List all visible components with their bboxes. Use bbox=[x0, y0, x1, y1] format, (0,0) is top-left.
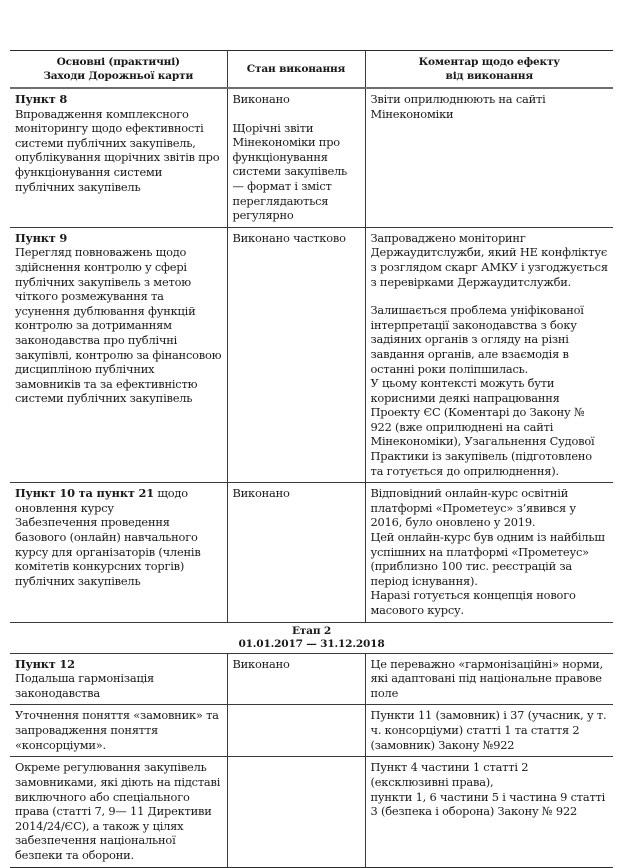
item-description: Впровадження комплексного моніторингу щодо ефективності системи публічних закупівель, опублікування щорічних звітів про функціонування системи публічних закупівель bbox=[15, 106, 220, 194]
status-cell bbox=[227, 88, 365, 227]
stage-label: Етап 2 bbox=[291, 624, 332, 637]
status-note: Щорічні звіти Мінекономіки про функціонування системи закупівель — формат і зміст переглядаються регулярно bbox=[232, 120, 348, 223]
comment-paragraph: Запроваджено моніторинг Держаудитслужби, який НЕ конфліктує з розглядом скарг АМКУ і узгоджується з перевірками Держаудитслужби. bbox=[370, 230, 608, 289]
roadmap-table bbox=[10, 50, 613, 868]
status-cell bbox=[227, 705, 365, 757]
status-cell bbox=[227, 653, 365, 705]
comment-paragraph: У цьому контексті можуть бути корисними деякі напрацювання Проекту ЄС (Коментарі до Закону № 922 (вже оприлюднені на сайті Мінекономіки), Узагальнення Судової Практики із закупівель (підготовлено та готується до оприлюднення). bbox=[370, 376, 595, 478]
status-cell bbox=[227, 227, 365, 483]
status-cell bbox=[227, 483, 365, 622]
item-title-suffix: щодо оновлення курсу bbox=[15, 486, 188, 515]
comment-paragraph: Залишається проблема уніфікованої інтерпретації законодавства з боку задіяних органів з огляду на різні завдання органів, але взаємодія в останні роки поліпшилась. bbox=[370, 303, 584, 376]
item-description: Перегляд повноважень щодо здійснення контролю у сфері публічних закупівель з метою чіткого розмежування та усунення дублювання функцій контролю за дотриманням законодавства про публічні закупівлі, контролю за фінансовою дисципліною публічних замовників та за ефективністю системи публічних закупівель bbox=[15, 245, 222, 406]
table-row bbox=[10, 757, 613, 867]
table-row bbox=[10, 227, 613, 483]
item-title: Пункт 9 bbox=[15, 230, 68, 245]
measure-cell bbox=[10, 705, 227, 757]
comment-cell bbox=[365, 483, 613, 622]
header-status: Стан виконання bbox=[227, 51, 365, 89]
comment-text: Це переважно «гармонізаційні» норми, які адаптовані під національне правове поле bbox=[370, 656, 603, 700]
status-text: Виконано bbox=[232, 92, 290, 106]
comment-cell bbox=[365, 705, 613, 757]
header-measures: Основні (практичні) Заходи Дорожньої карти bbox=[10, 51, 227, 89]
item-title: Пункт 12 bbox=[15, 656, 75, 671]
comment-paragraph: Цей онлайн-курс був одним із найбільш успішних на платформі «Прометеус» (приблизно 100 тис. реєстрацій за період існування). bbox=[370, 530, 605, 588]
table-row bbox=[10, 483, 613, 622]
comment-cell bbox=[365, 653, 613, 705]
stage-header-row bbox=[10, 622, 613, 653]
status-text: Виконано bbox=[232, 486, 290, 501]
status-text: Виконано частково bbox=[232, 230, 346, 245]
item-title: Пункт 10 та пункт 21 bbox=[15, 486, 154, 501]
item-description: Окреме регулювання закупівель замовниками, які діють на підставі виключного або спеціального права (статті 7, 9— 11 Директиви 2014/24/ЄС), а також у цілях забезпечення національної безпеки та оборони. bbox=[15, 760, 221, 862]
comment-paragraph: Відповідний онлайн-курс освітній платформі «Прометеус» з’явився у 2016, було оновлено у 2019. bbox=[370, 486, 576, 530]
measure-cell bbox=[10, 88, 227, 227]
comment-paragraph: пункти 1, 6 частини 5 і частина 9 статті 3 (безпека і оборона) Закону № 922 bbox=[370, 789, 606, 819]
item-description: Забезпечення проведення базового (онлайн) навчального курсу для організаторів (членів комітетів конкурсних торгів) публічних закупівель bbox=[15, 515, 201, 588]
table-row bbox=[10, 705, 613, 757]
comment-cell bbox=[365, 227, 613, 483]
header-comment: Коментар щодо ефекту від виконання bbox=[365, 51, 613, 89]
comment-cell bbox=[365, 88, 613, 227]
status-cell bbox=[227, 757, 365, 867]
comment-paragraph: Пункт 4 частини 1 статті 2 (ексклюзивні права), bbox=[370, 760, 529, 789]
measure-cell bbox=[10, 757, 227, 867]
comment-text: Звіти оприлюднюють на сайті Мінекономіки bbox=[370, 92, 546, 121]
measure-cell bbox=[10, 483, 227, 622]
table-row bbox=[10, 88, 613, 227]
item-description: Подальша гармонізація законодавства bbox=[15, 671, 154, 700]
item-description: Уточнення поняття «замовник» та запровадження поняття «консорціуми». bbox=[15, 708, 219, 752]
comment-paragraph: Наразі готується концепція нового масового курсу. bbox=[370, 588, 576, 617]
document-page bbox=[10, 50, 613, 868]
item-title: Пункт 8 bbox=[15, 92, 68, 106]
measure-cell bbox=[10, 653, 227, 705]
measure-cell bbox=[10, 227, 227, 483]
comment-text: Пункти 11 (замовник) і 37 (учасник, у т. ч. консорціуми) статті 1 та стаття 2 (замовник) Закону №922 bbox=[370, 708, 607, 752]
comment-cell bbox=[365, 757, 613, 867]
stage-header bbox=[10, 622, 613, 653]
status-text: Виконано bbox=[232, 656, 290, 671]
stage-period: 01.01.2017 — 31.12.2018 bbox=[238, 637, 385, 650]
table-row bbox=[10, 653, 613, 705]
table-header-row bbox=[10, 51, 613, 89]
